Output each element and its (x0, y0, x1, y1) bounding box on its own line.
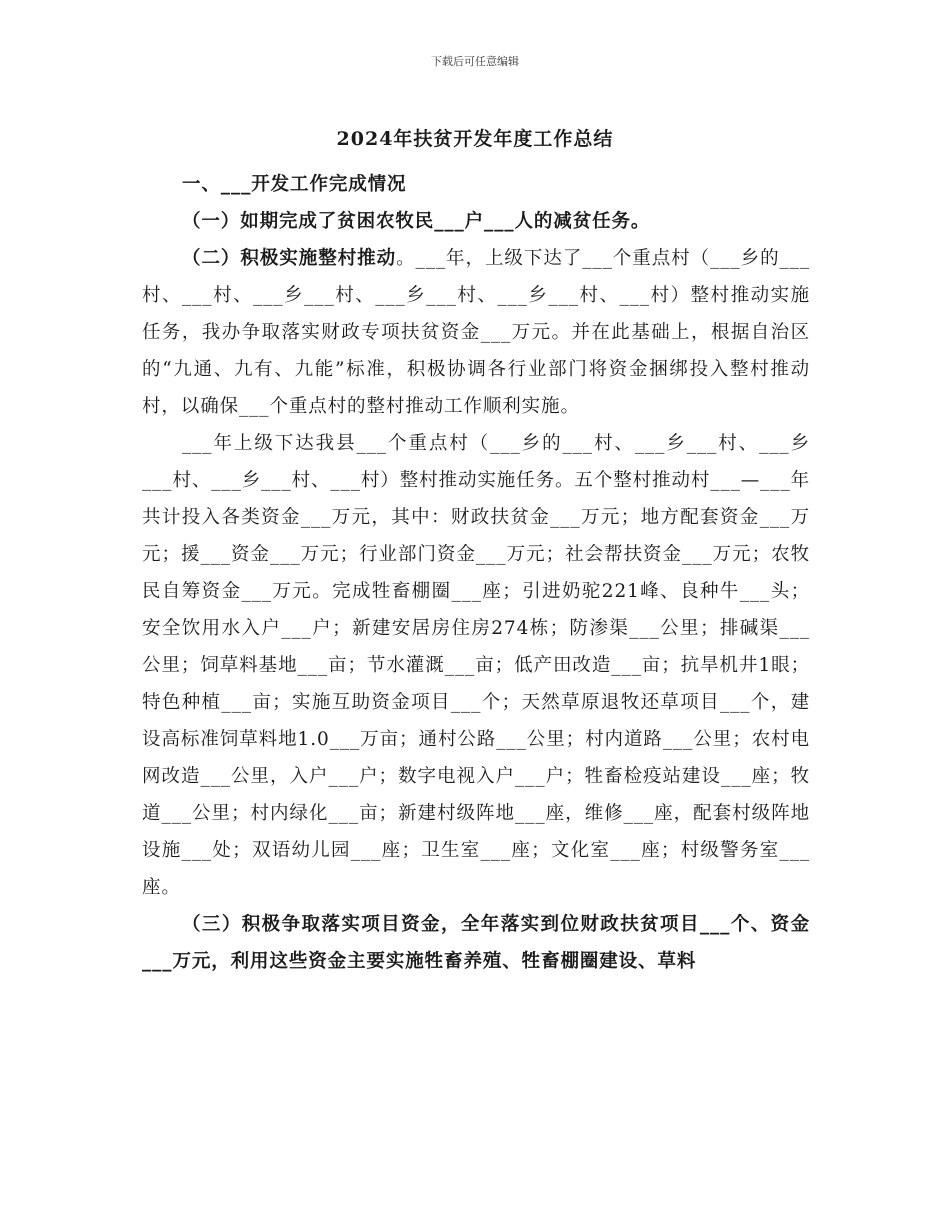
item-two-paragraph (142, 240, 810, 425)
item-two-heading: （二）积极实施整村推动 (182, 248, 397, 269)
section-heading: 一、___开发工作完成情况 (182, 174, 407, 195)
item-one: （一）如期完成了贫困农牧民___户___人的减贫任务。 (182, 211, 651, 232)
header-note: 下载后可任意编辑 (431, 55, 519, 68)
document-body (142, 166, 810, 980)
item-three: （三）积极争取落实项目资金，全年落实到位财政扶贫项目___个、资金___万元，利用这些资金主要实施牲畜养殖、牲畜棚圈建设、草料 (142, 914, 810, 972)
paragraph-three: ___年上级下达我县___个重点村（___乡的___村、___乡___村、___乡___村、___乡___村、___村）整村推动实施任务。五个整村推动村___—___年共计投入各类资金___万元，其中：财政扶贫金___万元；地方配套资金___万元；援___资金___万元；行业部门资金___万元；社会帮扶资金___万元；农牧民自筹资金___万元。完成牲畜棚圈___座；引进奶驼221峰、良种牛___头；安全饮用水入户___户；新建安居房住房274栋；防渗渠___公里；排碱渠___公里；饲草料基地___亩；节水灌溉___亩；低产田改造___亩；抗旱机井1眼；特色种植___亩；实施互助资金项目___个；天然草原退牧还草项目___个，建设高标准饲草料地1.0___万亩；通村公路___公里；村内道路___公里；农村电网改造___公里，入户___户；数字电视入户___户；牲畜检疫站建设___座；牧道___公里；村内绿化___亩；新建村级阵地___座，维修___座，配套村级阵地设施___处；双语幼儿园___座；卫生室___座；文化室___座；村级警务室___座。 (142, 433, 810, 898)
document-title: 2024年扶贫开发年度工作总结 (336, 128, 614, 150)
item-two-text: 。___年，上级下达了___个重点村（___乡的___村、___村、___乡___村、___乡___村、___乡___村、___村）整村推动实施任务，我办争取落实财政专项扶贫资金___万元。并在此基础上，根据自治区的“九通、九有、九能”标准，积极协调各行业部门将资金捆绑投入整村推动村，以确保___个重点村的整村推动工作顺利实施。 (142, 248, 810, 417)
